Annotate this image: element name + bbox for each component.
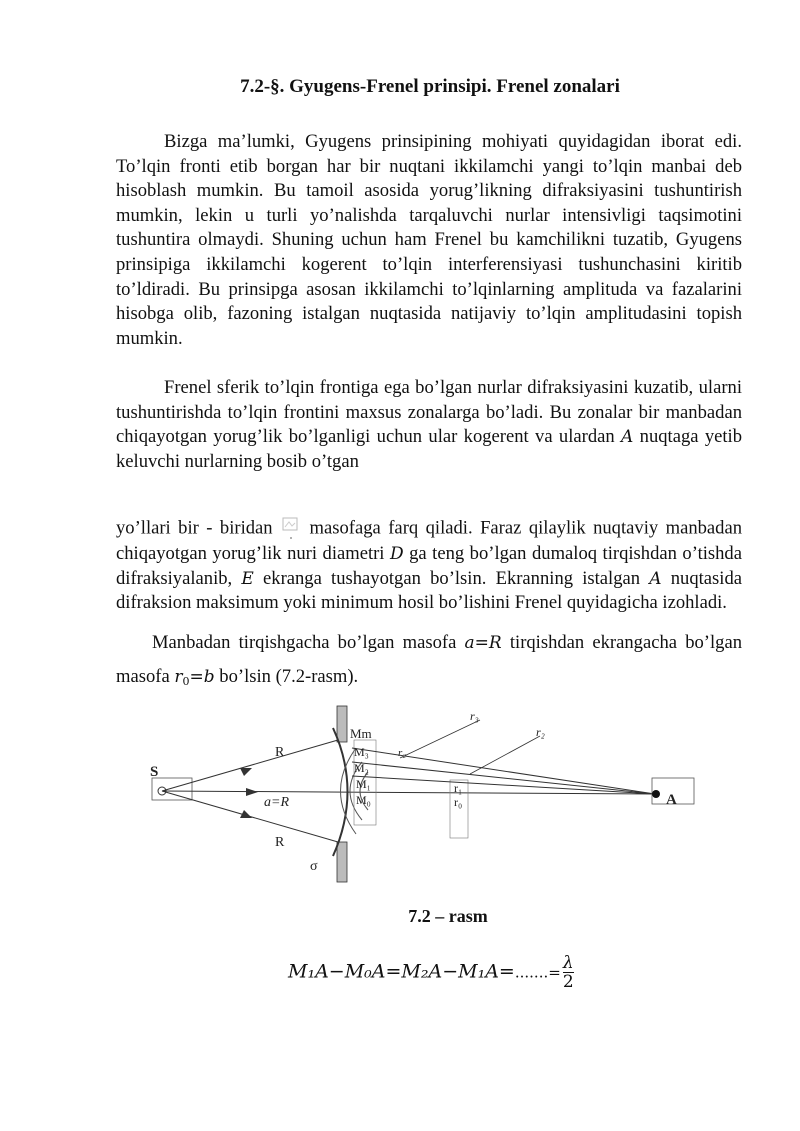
label-r0: r₀	[454, 795, 463, 809]
p2-text-b: nuqtaga yetib keluvchi nurlarning bosib o’tgan	[116, 426, 743, 472]
paragraph-1	[116, 130, 742, 351]
label-r3: r₃	[470, 709, 479, 723]
math-eq-b: =b	[189, 667, 215, 687]
lambda-half	[563, 954, 574, 991]
formula-lhs: M₁A−M₀A=M₂A−M₁A=	[288, 960, 515, 983]
p2-text-g: nuqtasida difraksion maksimum yoki minimum hosil bo’lishini Frenel quyidagicha izohladi.	[116, 567, 743, 614]
p2-text-a: Frenel sferik to’lqin frontiga ega bo’lgan nurlar difraksiyasini kuzatib, ularni tushuntirishda to’lqin frontini maxsus zonalarga bo’ladi. Bu zonalar bir manbadan chiqayotgan yorug’lik bo’lganligi uchun ular kogerent va ulardan	[116, 377, 742, 448]
label-A: A	[666, 792, 677, 808]
figure-caption: 7.2 – rasm	[408, 906, 488, 926]
p3-text-c: bo’lsin (7.2-rasm).	[219, 666, 359, 687]
math-E: E	[241, 568, 254, 589]
label-r2: r₂	[536, 725, 545, 739]
section-title: 7.2-§. Gyugens-Frenel prinsipi. Frenel zonalari	[240, 76, 620, 97]
broken-image-icon	[280, 516, 302, 542]
fresnel-zones-figure	[140, 700, 710, 890]
label-M1: M₁	[356, 777, 371, 791]
label-R-bottom: R	[275, 835, 285, 850]
point-A	[652, 790, 660, 798]
arrow-top	[240, 768, 252, 776]
frac-den: 2	[562, 972, 574, 992]
frac-num: λ	[562, 953, 574, 973]
screen-bottom	[337, 842, 347, 882]
p2-text-d: masofaga farq qiladi. Faraz qilaylik nuqtaviy manbadan chiqayotgan yorug’lik nuri diametri	[116, 517, 743, 564]
math-A: A	[621, 427, 634, 448]
label-sigma: σ	[310, 859, 318, 874]
zone-path-formula	[288, 954, 574, 991]
screen-top	[337, 706, 347, 742]
formula-dots: .......=	[514, 963, 561, 982]
math-D: D	[389, 543, 404, 564]
label-r-mid: r₂	[398, 747, 407, 759]
label-Mm: Mm	[350, 726, 372, 741]
paragraph-3	[116, 626, 742, 699]
label-M2: M₂	[354, 761, 369, 775]
math-a-equals-R: a=R	[464, 633, 502, 653]
p2-text-f: ekranga tushayotgan bo’lsin. Ekranning istalgan	[263, 567, 641, 589]
label-R-top: R	[275, 745, 285, 760]
math-r: r	[174, 667, 183, 687]
math-r0-equals-b	[174, 667, 214, 687]
label-M0: M₀	[356, 793, 371, 807]
paragraph-1-text: Bizga ma’lumki, Gyugens prinsipining mohiyati quyidagidan iborat edi. To’lqin fronti etib borgan har bir nuqtani ikkilamchi yangi to’lqin manbai deb hisoblash mumkin. Bu tamoil asosida yorug’likning difraksiyasini tushuntirish mumkin, lekin u turli yo’nalishda tarqaluvchi nurlar intensivligi taqsimotini tushuntira olmaydi. Shuning uchun ham Frenel bu kamchilikni tuzatib, Gyugens prinsipiga ikkilamchi kogerent to’lqin interferensiyasi tushunchasini kiritib to’ldiradi. Bu prinsipga asosan ikkilamchi to’lqinlarning amplituda va fazalarini hisobga olib, fazoning istalgan nuqtasida natijaviy to’lqin amplitudasini topish mumkin.	[116, 131, 742, 349]
label-r1: r₁	[454, 781, 463, 795]
p3-text-b: tirqishdan ekrangacha bo’lgan masofa	[116, 632, 742, 687]
paragraph-2	[116, 376, 742, 616]
arrow-mid	[246, 788, 258, 796]
ray-top	[162, 740, 338, 791]
p2-text-c: yo’llari bir - biridan	[116, 517, 273, 539]
label-M3: M₃	[354, 745, 369, 759]
math-A2: A	[649, 568, 662, 589]
axis-line	[162, 791, 655, 794]
p3-text-a: Manbadan tirqishgacha bo’lgan masofa	[152, 632, 457, 653]
label-aR: a=R	[264, 795, 289, 810]
math-sub-0: 0	[182, 675, 190, 688]
p2-text-e: ga teng bo’lgan dumaloq tirqishdan o’tishda difraksiyalanib,	[116, 542, 742, 589]
label-S: S	[150, 764, 159, 780]
